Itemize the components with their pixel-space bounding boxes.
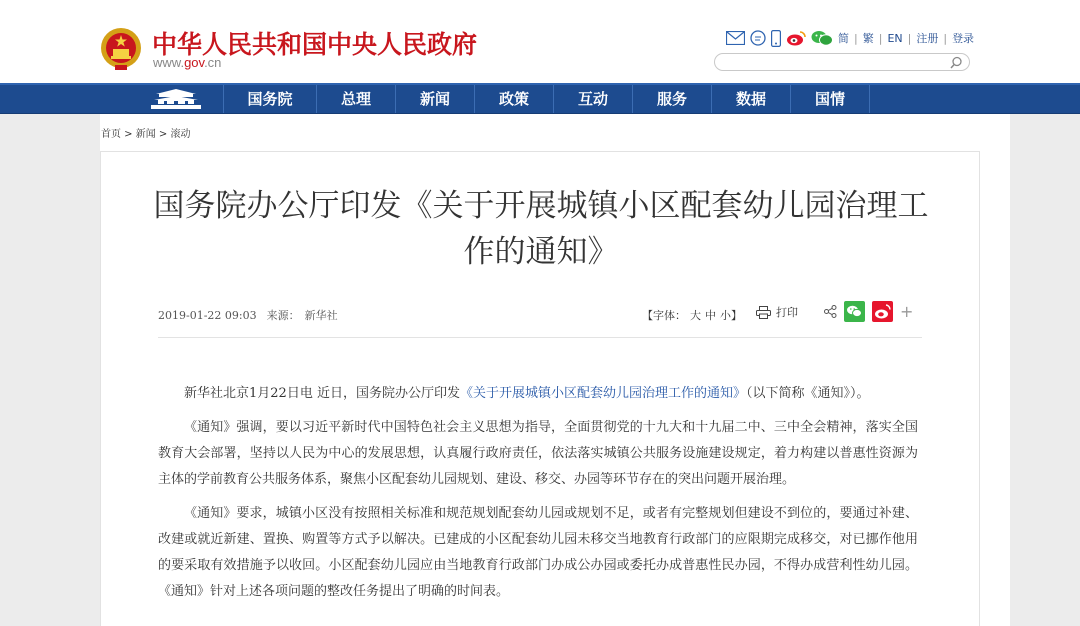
print-icon <box>756 306 771 319</box>
wechat-icon[interactable] <box>811 30 833 46</box>
breadcrumb-separator: > <box>155 129 171 140</box>
separator: | <box>943 31 948 45</box>
font-size-large[interactable]: 大 <box>690 309 701 322</box>
nav-item-services[interactable]: 服务 <box>633 85 712 113</box>
site-title[interactable]: 中华人民共和国中央人民政府 <box>152 30 478 59</box>
nav-item-data[interactable]: 数据 <box>712 85 791 113</box>
nav-item-national-info[interactable]: 国情 <box>791 85 870 113</box>
header-tools <box>726 29 974 47</box>
print-button[interactable] <box>756 304 798 320</box>
font-size-small[interactable]: 小】 <box>720 309 742 322</box>
separator: | <box>854 31 858 45</box>
register-link[interactable]: 注册 <box>916 32 939 45</box>
paragraph: 《通知》强调，要以习近平新时代中国特色社会主义思想为指导，全面贯彻党的十九大和十九届二中、三中全会精神，落实全国教育大会部署，坚持以人民为中心的发展思想，认真履行政府责任，依法落实城镇公共服务设施建设规定，着力构建以普惠性资源为主体的学前教育公共服务体系，聚焦小区配套幼儿园规划、建设、移交、办园等环节存在的突出问题开展治理。 <box>158 420 918 487</box>
separator: | <box>907 31 912 45</box>
notice-link[interactable]: 《关于开展城镇小区配套幼儿园治理工作的通知》 <box>459 386 746 401</box>
article-body <box>158 381 918 613</box>
font-size-switcher <box>642 307 742 323</box>
nav-item-state-council[interactable]: 国务院 <box>224 85 317 113</box>
article-title: 国务院办公厅印发《关于开展城镇小区配套幼儿园治理工作的通知》 <box>153 188 929 270</box>
nav-item-interaction[interactable]: 互动 <box>554 85 633 113</box>
paragraph-tail: （以下简称《通知》）。 <box>745 386 870 401</box>
paragraph-lead: 新华社北京1月22日电 近日，国务院办公厅印发 <box>184 386 460 401</box>
mobile-icon[interactable] <box>771 30 781 47</box>
main-nav <box>0 83 1080 114</box>
breadcrumb <box>101 125 191 140</box>
article-meta <box>158 307 338 323</box>
email-icon[interactable] <box>726 31 745 45</box>
share-icon[interactable] <box>824 305 837 318</box>
font-size-label: 【字体： <box>642 309 686 322</box>
site-url-prefix: www. <box>153 55 185 70</box>
site-url[interactable] <box>153 55 221 70</box>
source-label: 来源： <box>266 309 300 322</box>
weibo-share-icon[interactable] <box>872 301 893 322</box>
meta-divider <box>158 337 922 338</box>
weibo-icon[interactable] <box>786 30 806 46</box>
national-emblem-icon[interactable] <box>100 27 142 71</box>
nav-item-premier[interactable]: 总理 <box>317 85 396 113</box>
lang-english-link[interactable]: EN <box>887 31 903 45</box>
article-date: 2019-01-22 09:03 <box>158 309 257 322</box>
breadcrumb-news[interactable]: 新闻 <box>135 129 156 140</box>
article <box>100 151 980 626</box>
breadcrumb-current[interactable]: 滚动 <box>170 129 191 140</box>
share-bar <box>824 301 920 322</box>
font-size-medium[interactable]: 中 <box>705 309 716 322</box>
nav-item-policy[interactable]: 政策 <box>475 85 554 113</box>
site-url-gov: gov <box>184 55 205 70</box>
tiananmen-icon[interactable] <box>150 88 202 111</box>
page-content <box>100 114 1010 626</box>
breadcrumb-home[interactable]: 首页 <box>101 129 121 140</box>
print-label: 打印 <box>776 306 798 319</box>
separator: | <box>878 31 883 45</box>
login-link[interactable]: 登录 <box>952 32 975 45</box>
wechat-share-icon[interactable] <box>844 301 865 322</box>
chat-icon[interactable] <box>750 30 766 46</box>
lang-simplified-link[interactable]: 简 <box>838 32 849 45</box>
paragraph: 《通知》要求，城镇小区没有按照相关标准和规范规划配套幼儿园或规划不足，或者有完整规划但建设不到位的，要通过补建、改建或就近新建、置换、购置等方式予以解决。已建成的小区配套幼儿园未移交当地教育行政部门的应限期完成移交，对已挪作他用的要采取有效措施予以收回。小区配套幼儿园应由当地教育行政部门办成公办园或委托办成普惠性民办园，不得办成营利性幼儿园。《通知》针对上述各项问题的整改任务提出了明确的时间表。 <box>158 506 918 599</box>
lang-traditional-link[interactable]: 繁 <box>862 32 874 45</box>
paragraph <box>158 381 918 407</box>
share-more-button[interactable]: + <box>900 302 914 321</box>
site-header <box>0 0 1080 83</box>
search-input[interactable] <box>714 53 970 71</box>
search-icon[interactable] <box>950 56 963 69</box>
article-source: 新华社 <box>304 309 338 322</box>
nav-items <box>223 85 870 113</box>
breadcrumb-separator: > <box>121 129 136 140</box>
site-url-suffix: .cn <box>204 55 222 70</box>
nav-item-news[interactable]: 新闻 <box>396 85 475 113</box>
